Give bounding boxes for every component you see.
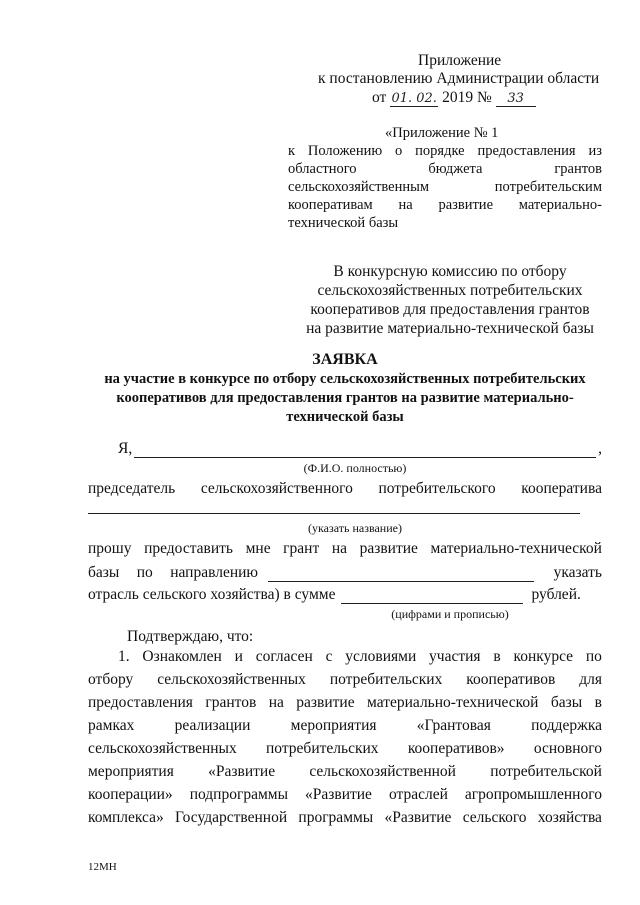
request-row [88, 540, 602, 558]
word: сельскохозяйственным [288, 179, 430, 195]
direction-words [88, 564, 258, 582]
cooperative-name-input-line[interactable] [88, 513, 580, 514]
word: для [579, 671, 602, 688]
word: мероприятия [290, 717, 377, 734]
word: условиями [345, 648, 417, 665]
word: на [268, 694, 284, 711]
paragraph-1-line-7 [88, 786, 602, 804]
appendix-line-5: технической базы [288, 215, 399, 231]
word: порядке [415, 143, 465, 159]
sum-start: отрасль сельского хозяйства) в сумме [88, 586, 336, 603]
word: кооператива [521, 480, 602, 497]
word: «Развитие [305, 786, 372, 803]
word: хозяйства [537, 809, 602, 826]
appendix-header-date-line [372, 89, 536, 107]
word: сельскохозяйственных [88, 740, 237, 757]
word: развитие [296, 694, 355, 711]
word: материально- [518, 197, 602, 213]
confirm-lead: Подтверждаю, что: [127, 628, 254, 645]
word: материально-технической [430, 540, 602, 557]
word: согласен [255, 648, 313, 665]
appendix-header-title: Приложение [418, 52, 502, 69]
addressee-line: сельскохозяйственных потребительских [317, 282, 583, 299]
word: основного [533, 740, 602, 757]
word: отраслей [388, 786, 448, 803]
word: о [395, 143, 403, 159]
word: базы [550, 694, 583, 711]
sum-end: рублей. [531, 586, 581, 603]
paragraph-1-line-1 [118, 648, 602, 666]
application-subtitle [88, 370, 602, 427]
fio-row [118, 440, 602, 458]
word: направлению [170, 564, 258, 581]
word: поддержка [531, 717, 602, 734]
word: мероприятия [88, 763, 174, 780]
word: рамках [88, 717, 135, 734]
word: прошу [88, 540, 132, 557]
word: сельскохозяйственного [200, 480, 353, 497]
chairman-row [88, 480, 602, 498]
word: предоставления [477, 143, 576, 159]
word: потребительского [378, 480, 496, 497]
word: комплекса» [88, 809, 164, 826]
sum-hint: (цифрами и прописью) [391, 607, 509, 621]
word: предоставления [88, 694, 193, 711]
word: с [325, 648, 333, 665]
word: на [398, 197, 413, 213]
word: 1. [118, 648, 130, 665]
word: по [136, 564, 153, 581]
word: мне [245, 540, 271, 557]
sum-row [88, 586, 602, 604]
direction-input-line[interactable] [268, 565, 534, 582]
word: грантов [205, 694, 257, 711]
appendix-one-title: «Приложение № 1 [385, 125, 499, 141]
word: в [493, 648, 501, 665]
word: Ознакомлен [142, 648, 222, 665]
number-handwritten: 33 [496, 91, 536, 107]
word: потребительской [490, 763, 602, 780]
word: отбору [88, 671, 134, 688]
word: подпрограммы [189, 786, 288, 803]
addressee-line: на развитие материально-технической базы [306, 320, 594, 337]
paragraph-1-line-6 [88, 763, 602, 781]
paragraph-1-line-5 [88, 740, 602, 758]
comma: , [598, 440, 602, 457]
word: председатель [88, 480, 176, 497]
date-prefix: от [372, 89, 387, 106]
word: бюджета [428, 161, 483, 177]
word: участия [429, 648, 481, 665]
addressee-line: кооперативов для предоставления грантов [310, 301, 590, 318]
addressee-block [300, 262, 600, 338]
year-number-label: 2019 № [442, 89, 492, 106]
name-hint: (указать название) [308, 521, 402, 535]
word: кооперативам [288, 197, 373, 213]
word: по [585, 648, 602, 665]
direction-end: указать [553, 564, 602, 581]
word: Государственной [175, 809, 288, 826]
word: грант [283, 540, 320, 557]
word: кооперативов [466, 671, 556, 688]
paragraph-1-line-4 [88, 717, 602, 735]
word: сельского [462, 809, 527, 826]
application-title: ЗАЯВКА [312, 351, 378, 368]
i-label: Я, [118, 440, 133, 457]
word: сельскохозяйственных [157, 671, 306, 688]
subtitle-line: кооперативов для предоставления грантов на развитие материально- [116, 390, 574, 406]
word: на [331, 540, 348, 557]
appendix-line-3 [288, 179, 602, 196]
subtitle-line: технической базы [286, 409, 404, 425]
word: развитие [359, 540, 418, 557]
word: развитие [438, 197, 494, 213]
fio-hint: (Ф.И.О. полностью) [303, 461, 407, 475]
word: материально-технической [367, 694, 539, 711]
word: Положению [307, 143, 383, 159]
word: программы [298, 809, 374, 826]
footer-code: 12МН [88, 861, 117, 873]
word: сельскохозяйственной [309, 763, 456, 780]
word: предоставить [144, 540, 233, 557]
word: потребительских [266, 740, 379, 757]
addressee-line: В конкурсную комиссию по отбору [333, 263, 567, 280]
word: агропромышленного [464, 786, 602, 803]
date-handwritten: 01. 02. [391, 91, 437, 106]
word: в [594, 694, 602, 711]
appendix-line-2 [288, 161, 602, 178]
word: «Развитие [208, 763, 276, 780]
appendix-line-4 [288, 197, 602, 214]
fio-input-line[interactable] [134, 441, 596, 458]
word: областного [288, 161, 357, 177]
word: конкурсе [513, 648, 574, 665]
word: потребительским [494, 179, 602, 195]
word: потребительских [329, 671, 443, 688]
word: базы [88, 564, 120, 581]
subtitle-line: на участие в конкурсе по отбору сельскохозяйственных потребительских [104, 371, 586, 387]
appendix-line-1 [288, 143, 602, 160]
appendix-header-decree: к постановлению Администрации области [318, 70, 600, 87]
word: кооперации» [88, 786, 173, 803]
direction-row [88, 564, 602, 582]
word: и [234, 648, 243, 665]
sum-input-line[interactable] [341, 587, 523, 604]
word: из [588, 143, 602, 159]
word: «Грантовая [416, 717, 491, 734]
word: «Развитие [384, 809, 452, 826]
word: реализации [174, 717, 251, 734]
word: кооперативов» [407, 740, 505, 757]
paragraph-1-line-8 [88, 809, 602, 827]
word: к [288, 143, 296, 159]
word: грантов [554, 161, 602, 177]
paragraph-1-line-2 [88, 671, 602, 689]
paragraph-1-line-3 [88, 694, 602, 712]
